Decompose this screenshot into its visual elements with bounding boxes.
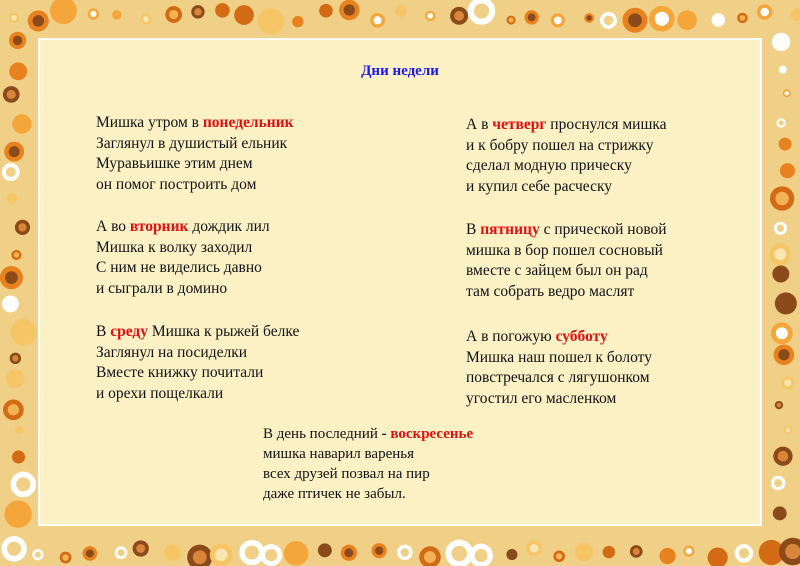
line-text: А во [96,218,130,235]
stanza-saturday [466,327,652,409]
line: Мишка наш пошел к болоту [466,348,652,366]
line: Заглянул в душистый ельник [96,134,288,152]
page-title: Дни недели [361,63,439,79]
line: там собрать ведро маслят [466,282,635,300]
stanza-wednesday [96,322,299,404]
line [96,322,299,343]
line [466,220,667,241]
line: Вместе книжку почитали [96,364,264,381]
line: всех друзей позвал на пир [263,466,430,482]
line-text: Мишка утром в [96,114,203,131]
day-friday: пятницу [480,221,540,238]
line: вместе с зайцем был он рад [466,262,648,279]
line-text: А в [466,116,493,133]
line: он помог построить дом [96,175,257,193]
line-text: В день последний [263,426,382,442]
line: даже птичек не забыл. [263,486,406,502]
line: Муравьишке этим днем [96,155,253,172]
line: мишка наварил варенья [263,446,414,462]
line: С ним не виделись давно [96,259,262,276]
line: сделал модную прическу [466,157,632,174]
line: мишка в бор пошел сосновый [466,241,663,259]
day-wednesday: среду [110,323,148,340]
line-text: проснулся мишка [546,116,667,133]
stanza-thursday [466,115,667,197]
day-tuesday: вторник [129,218,189,235]
line: повстречался с лягушонком [466,369,650,386]
line-text: А в погожую [466,328,556,345]
line-dash: - [381,426,391,442]
line: и сыграли в домино [96,279,228,297]
line: и купил себе расческу [466,177,613,195]
line [466,115,667,136]
line-text: В [96,323,111,340]
stanza-monday [96,113,294,195]
line: и орехи пощелкали [96,384,224,402]
stanza-sunday [263,424,473,504]
day-thursday: четверг [492,116,547,133]
line [96,217,270,238]
line-text: с прической новой [539,221,667,238]
line: Заглянул на посиделки [96,343,248,361]
day-monday: понедельник [202,114,294,131]
day-sunday: воскресенье [390,426,474,442]
line [263,424,473,444]
line-text: В [466,221,481,238]
line: угостил его масленком [466,389,617,407]
line [96,113,294,134]
day-saturday: субботу [555,328,608,345]
line-text: дождик лил [188,218,270,235]
line: Мишка к волку заходил [96,238,253,256]
line: и к бобру пошел на стрижку [466,136,654,154]
stanza-friday [466,220,667,302]
line-text: Мишка к рыжей белке [148,323,300,340]
line [466,327,652,348]
stanza-tuesday [96,217,270,299]
